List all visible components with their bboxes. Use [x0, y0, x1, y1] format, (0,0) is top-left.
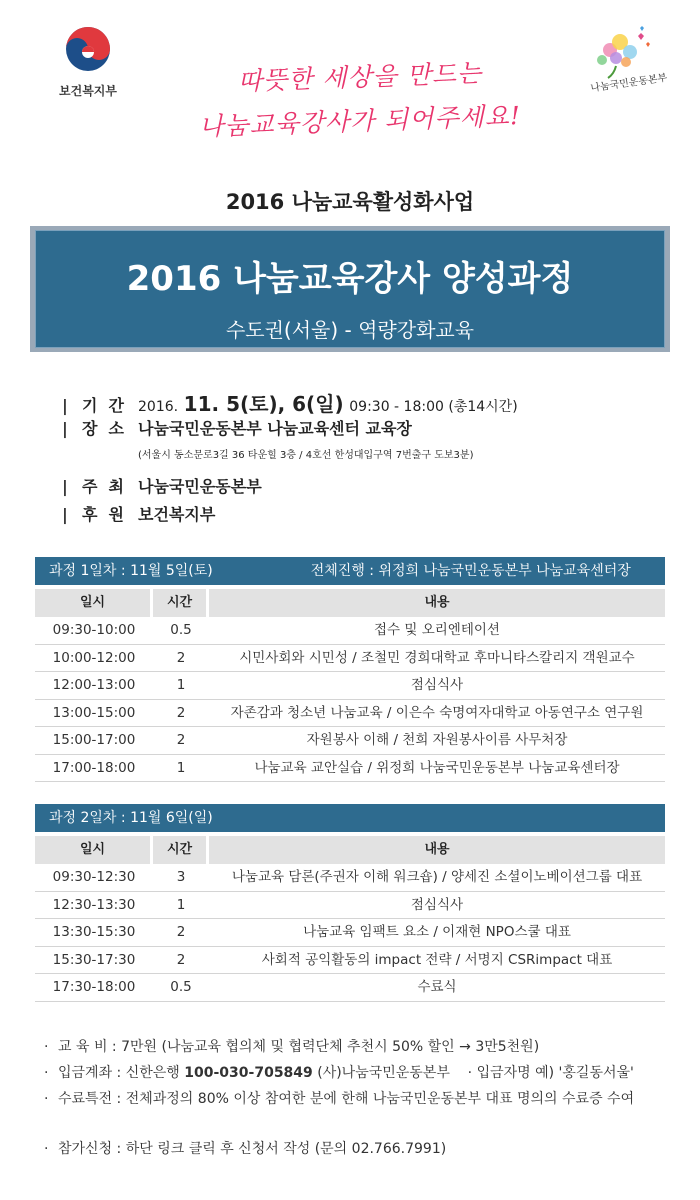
banner-title: 2016 나눔교육강사 양성과정	[126, 259, 574, 299]
taegeuk-emblem-icon	[65, 26, 111, 72]
bullet-bar: |	[62, 419, 68, 438]
day2-column-header	[35, 836, 665, 864]
table-row: 15:00-17:00 2 자원봉사 이해 / 천희 자원봉사이름 사무처장	[35, 727, 665, 755]
table-row: 09:30-10:00 0.5 접수 및 오리엔테이션	[35, 617, 665, 645]
title-banner-inner	[35, 230, 665, 348]
slogan-line-1: 따뜻한 세상을 만드는	[237, 58, 483, 96]
event-info	[62, 388, 682, 530]
day1-title: 과정 1일차 : 11월 5일(토)	[49, 563, 213, 579]
table-row: 13:00-15:00 2 자존감과 청소년 나눔교육 / 이은수 숙명여자대학교 아동연구소 연구원	[35, 700, 665, 728]
note-account: · 입금계좌 : 신한은행 100-030-705849 (사)나눔국민운동본부 · 입금자명 예) '홍길동서울'	[44, 1065, 634, 1081]
note-apply: · 참가신청 : 하단 링크 클릭 후 신청서 작성 (문의 02.766.7991)	[44, 1141, 447, 1157]
info-host-value: 나눔국민운동본부	[138, 477, 262, 496]
info-venue-note: (서울시 동소문로3길 36 타운힐 3층 / 4호선 한성대입구역 7번출구 도보3분)	[138, 450, 474, 461]
column-content: 내용	[424, 842, 450, 857]
ministry-logo-text: 보건복지부	[59, 84, 117, 98]
note-depositor: 입금자명 예) '홍길동서울'	[476, 1065, 634, 1081]
table-row: 13:30-15:30 2 나눔교육 임팩트 요소 / 이재현 NPO스쿨 대표	[35, 919, 665, 947]
info-host-label: 주 최	[82, 477, 124, 496]
table-row: 09:30-12:30 3 나눔교육 담론(주권자 이해 워크숍) / 양세진 소셜이노베이션그룹 대표	[35, 864, 665, 892]
info-sponsor-value: 보건복지부	[138, 505, 216, 524]
info-host-row	[62, 474, 682, 502]
info-period-value: 2016. 11. 5(토), 6(일) 09:30 - 18:00 (총14시간)	[138, 392, 518, 416]
table-row: 17:00-18:00 1 나눔교육 교안실습 / 위정희 나눔국민운동본부 나눔교육센터장	[35, 755, 665, 783]
program-subtitle: 2016 나눔교육활성화사업	[225, 190, 475, 214]
bullet-bar: |	[62, 505, 68, 524]
info-venue-row	[62, 416, 682, 444]
info-sponsor-row	[62, 502, 682, 530]
table-row: 12:30-13:30 1 점심식사	[35, 892, 665, 920]
day1-host: 전체진행 : 위정희 나눔국민운동본부 나눔교육센터장	[310, 563, 631, 579]
day1-schedule-table	[35, 557, 665, 782]
account-number: 100-030-705849	[184, 1065, 313, 1081]
registration-notes	[44, 1036, 684, 1164]
info-venue-label: 장 소	[82, 419, 124, 438]
day2-header	[35, 804, 665, 832]
day2-title: 과정 2일차 : 11월 6일(일)	[49, 810, 213, 826]
info-period-label: 기 간	[82, 396, 124, 415]
day1-header	[35, 557, 665, 585]
table-row: 17:30-18:00 0.5 수료식	[35, 974, 665, 1002]
day1-column-header	[35, 589, 665, 617]
info-period-dates: 11. 5(토), 6(일)	[183, 392, 344, 416]
bullet-bar: |	[62, 396, 68, 415]
title-banner	[30, 226, 670, 352]
info-period-row	[62, 388, 682, 416]
column-datetime: 일시	[35, 836, 153, 864]
info-period-time: 09:30 - 18:00 (총14시간)	[349, 399, 518, 415]
column-hours: 시간	[153, 836, 209, 864]
info-venue-value: 나눔국민운동본부 나눔교육센터 교육장	[138, 419, 412, 438]
bullet-bar: |	[62, 477, 68, 496]
table-row: 15:30-17:30 2 사회적 공익활동의 impact 전략 / 서명지 CSRimpact 대표	[35, 947, 665, 975]
column-datetime: 일시	[35, 589, 153, 617]
sharing-movement-logo-text: 나눔국민운동본부	[589, 72, 668, 95]
note-fee: · 교 육 비 : 7만원 (나눔교육 협의체 및 협력단체 추천시 50% 할인 → 3만5천원)	[44, 1039, 540, 1055]
banner-subtitle: 수도권(서울) - 역량강화교육	[225, 318, 475, 342]
table-row: 10:00-12:00 2 시민사회와 시민성 / 조철민 경희대학교 후마니타스칼리지 객원교수	[35, 645, 665, 673]
day2-schedule-table	[35, 804, 665, 1002]
slogan-line-2: 나눔교육강사가 되어주세요!	[198, 101, 522, 142]
column-hours: 시간	[153, 589, 209, 617]
column-content: 내용	[424, 595, 450, 610]
note-benefit: · 수료특전 : 전체과정의 80% 이상 참여한 분에 한해 나눔국민운동본부 대표 명의의 수료증 수여	[44, 1091, 635, 1107]
table-row: 12:00-13:00 1 점심식사	[35, 672, 665, 700]
info-sponsor-label: 후 원	[82, 505, 124, 524]
